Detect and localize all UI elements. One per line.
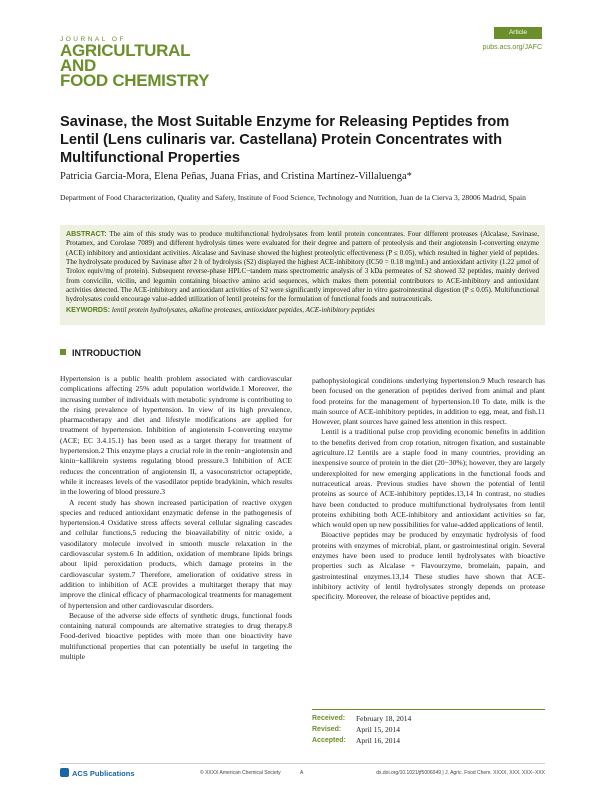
date-row — [312, 724, 545, 735]
right-column — [312, 376, 545, 603]
masthead-line1: JOURNAL OF — [60, 36, 126, 43]
paragraph: Because of the adverse side effects of synthetic drugs, functional foods containing natural compounds are alternative strategies to drug therapy.8 Food-derived bioactive peptides with more than one bioactivity have multifunctional properties that can potentially be useful in targeting the multiple — [60, 610, 292, 662]
journal-masthead — [60, 36, 220, 88]
date-row — [312, 713, 545, 724]
doi-citation[interactable]: dx.doi.org/10.1021/jf5006049 | J. Agric. Food Chem. XXXX, XXX, XXX−XXX — [376, 770, 545, 776]
abstract-label: ABSTRACT: — [66, 230, 107, 238]
masthead-line2: AGRICULTURAL AND — [60, 41, 190, 75]
date-value: February 18, 2014 — [356, 714, 412, 723]
abstract-box — [60, 225, 545, 325]
page-number: A — [300, 770, 304, 776]
section-marker-icon — [60, 349, 66, 355]
article-dates — [312, 709, 545, 746]
keywords-label: KEYWORDS: — [66, 305, 111, 314]
paragraph: Hypertension is a public health problem associated with cardiovascular complications affecting 25% adult population worldwide.1 Moreover, the increasing number of individuals with metabolic syndrome is contributing to the rising prevalence of hypertension. In view of its high prevalence, pharmacotherapy and diet and lifestyle modifications are applied for treatment of hypertension. Inhibition of angiotensin I-converting enzyme (ACE; EC 3.4.15.1) has been used as a target therapy for treatment of hypertension.2 This enzyme plays a crucial role in the renin−angiotensin and kinin−kallikrein systems regulating blood pressure.3 Inhibition of ACE reduces the concentration of angiotensin II, a vasoconstrictor octapeptide, while it increases levels of the vasodilator peptide bradykinin, which results in the lowering of blood pressure.3 — [60, 374, 292, 497]
paragraph: Bioactive peptides may be produced by enzymatic hydrolysis of food proteins with enzymes of microbial, plant, or gastrointestinal origin. Several enzymes have been used to produce lentil hydrolysates with bioactive properties such as Alcalase + Flavourzyme, bromelain, papain, and gastrointestinal enzymes.13,14 These studies have shown that ACE-inhibitory activity of lentil hydrolysates strongly depends on protease specificity. Moreover, the release of bioactive peptides and, — [312, 530, 545, 602]
date-label: Revised: — [312, 726, 342, 733]
page-footer — [60, 763, 545, 780]
keywords-text: lentil protein hydrolysates, alkaline proteases, antioxidant peptides, ACE-inhibitory peptides — [111, 305, 375, 314]
masthead-line3: FOOD CHEMISTRY — [60, 71, 210, 90]
paragraph: Lentil is a traditional pulse crop providing economic benefits in addition to the benefits derived from crop rotation, nitrogen fixation, and sustainable agriculture.12 Lentils are a staple food in many countries, providing an inexpensive source of protein in the diet (20−30%); however, they are largely underexploited for new emerging applications in the functional foods and nutraceutical areas. Previous studies have shown the potential of lentil proteins as source of ACE-inhibitory peptides.13,14 In contrast, no studies have been conducted to produce multifunctional hydrolysates from lentil proteins exhibiting both ACE-inhibitory and antioxidant activities so far, which would open up new possibilities for value-added applications of lentil. — [312, 427, 545, 530]
date-value: April 16, 2014 — [356, 736, 400, 745]
article-badge: Article — [494, 27, 542, 39]
introduction-heading — [60, 348, 141, 358]
acs-logo — [60, 768, 135, 778]
date-value: April 15, 2014 — [356, 725, 400, 734]
paragraph: A recent study has shown increased participation of reactive oxygen species and reduced antioxidant enzymatic defense in the pathogenesis of hypertension.4 Oxidative stress affects several cellular signaling cascades and cellular functions,5 reducing the bioavailability of nitric oxide, a vasodilatory molecule involved in smooth muscle relaxation in the cardiovascular system.6 In addition, oxidation of membrane lipids brings about lipid peroxidation products, which damage proteins in the cardiovascular system.7 Therefore, amelioration of oxidative stress in addition to inhibition of ACE provides a multitarget therapy that may improve the clinical efficacy of pharmacological treatments for management of hypertension and other cardiovascular disorders. — [60, 497, 292, 610]
section-heading-text: INTRODUCTION — [72, 348, 141, 358]
left-column — [60, 374, 292, 662]
journal-url[interactable]: pubs.acs.org/JAFC — [482, 44, 542, 51]
affiliation: Department of Food Characterization, Quality and Safety, Institute of Food Science, Technology and Nutrition, Juan de la Cierva 3, 28006 Madrid, Spain — [60, 193, 526, 202]
paragraph: pathophysiological conditions underlying hypertension.9 Much research has been focused on the generation of peptides derived from animal and plant food proteins for the management of hypertension.10 To date, milk is the main source of ACE-inhibitory peptides, in addition to egg, meat, and fish.11 However, plant sources have gained less attention in this respect. — [312, 376, 545, 427]
acs-logo-icon — [60, 768, 69, 777]
author-list: Patricia Garcia-Mora, Elena Peñas, Juana Frias, and Cristina Martínez-Villaluenga* — [60, 171, 412, 182]
article-title: Savinase, the Most Suitable Enzyme for Releasing Peptides from Lentil (Lens culinaris var. Castellana) Protein Concentrates with Multifunctional Properties — [60, 114, 510, 166]
abstract-text: The aim of this study was to produce multifunctional hydrolysates from lentil protein concentrates. Four different proteases (Alcalase, Savinase, Protamex, and Corolase 7089) and different hydrolysis times were evaluated for their degree and pattern of proteolysis and their angiotensin I-converting enzyme (ACE) inhibitory and antioxidant activities. Alcalase and Savinase showed the highest proteolytic effectiveness (P ≤ 0.05), which resulted in higher yield of peptides. The hydrolysate produced by Savinase after 2 h of hydrolysis (S2) displayed the highest ACE-inhibitory (IC50 = 0.18 mg/mL) and antioxidant activity (1.22 μmol of Trolox equiv/mg of protein). Subsequent reverse-phase HPLC−tandem mass spectrometric analysis of 3 kDa permeates of S2 showed 32 peptides, mainly derived from convicilin, vicilin, and legumin containing bioactive amino acid sequences, which makes them potential contributors to ACE-inhibitory and antioxidant activities detected. The ACE-inhibitory and antioxidant activities of S2 were significantly improved after in vitro gastrointestinal digestion (P ≤ 0.05). Multifunctional hydrolysates could encourage value-added utilization of lentil proteins for the formulation of functional foods and nutraceuticals. — [66, 230, 540, 304]
date-row — [312, 735, 545, 746]
publisher-name: ACS Publications — [72, 769, 135, 778]
copyright: © XXXX American Chemical Society — [200, 770, 281, 776]
date-label: Received: — [312, 715, 346, 722]
keywords — [66, 306, 539, 315]
date-label: Accepted: — [312, 737, 346, 744]
